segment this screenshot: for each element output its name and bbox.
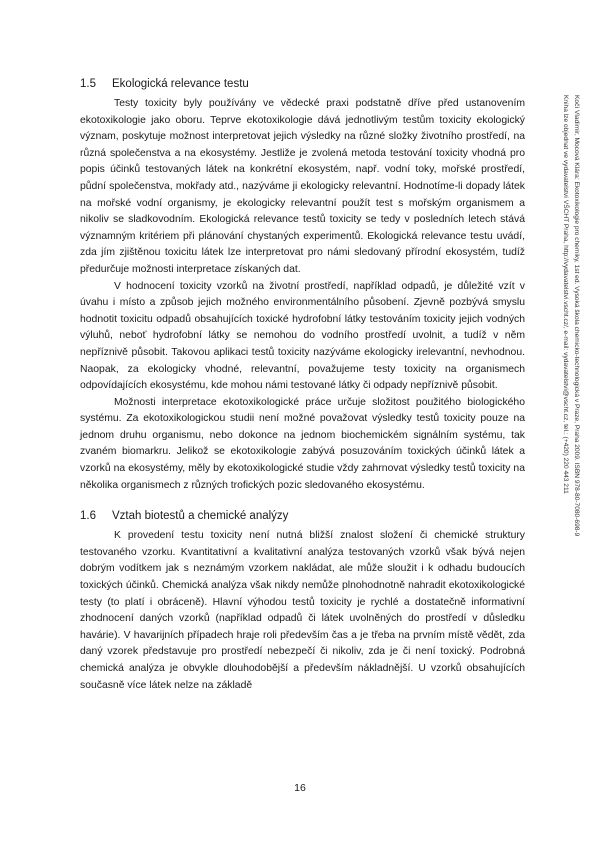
section-heading [80,78,525,90]
section-title: Ekologická relevance testu [112,78,249,90]
copyright-sidebar [560,95,582,595]
paragraph: V hodnocení toxicity vzorků na životní prostředí, například odpadů, je důležité vzít v úvahu i místo a způsob jejich možného environmentálního působení. Zjevně pozbývá smyslu hodnotit toxicitu odpadů obsahujících toxické hydrofobní látky testováním toxicity jejich vodných výluhů, neboť hydrofobní látky se nemohou do vodního prostředí uvolnit, a tudíž v něm nepříznivě působit. Takovou aplikaci testů toxicity nazýváme ekologicky irelevantní, nevhodnou. Naopak, za ekologicky vhodné, relevantní, považujeme testy toxicity na organismech odpovídajících ekosystému, kde mohou námi testované látky či odpady nepříznivě působit. [80,280,525,392]
page-content [80,78,525,694]
section-number: 1.6 [80,510,96,523]
section-title: Vztah biotestů a chemické analýzy [112,510,289,523]
paragraph: Testy toxicity byly používány ve vědecké praxi podstatně dříve před ustanovením ekotoxikologie jako oboru. Teprve ekotoxikologie dává jednotlivým testům toxicity ekologický význam, poskytuje možnost interpretovat jejich výsledky na různé složky životního prostředí, na různá společenstva a na ekosystémy. Jestliže je zvolená metoda testování toxicity vhodná pro popis účinků testovaných látek na konkrétní ekosystém, např. vodní toky, mořské prostředí, půdní společenstva, mokřady atd., nazýváme ji ekologicky relevantní. Hodnotíme-li dopady látek na mořské vodní organismy, je ekologicky relevantní použít test s mořským organismem a nikoliv se sladkovodním. Ekologická relevance testů toxicity se tedy v posledních letech stává významným kritériem při plánování chystaných experimentů. Ekologická relevance testu uvádí, zda jím zjištěnou toxicitu látek lze interpretovat pro námi sledovaný přírodní ekosystém, tudíž předurčuje možnosti interpretace získaných dat. [80,98,525,275]
section-heading [80,510,525,522]
order-info-line: Kniha lze objednat ve vydavatelství VŠCHT Praha, http://vydavatelstvi.vscht.cz/, e-mail: vydavatelstvi@vscht.cz, tel.: (+420) 220 443 211 [562,95,569,494]
paragraph: Možnosti interpretace ekotoxikologické práce určuje složitost použitého biologického systému. Za ekotoxikologickou studii není možné považovat výsledky testů toxicity pouze na jednom druhu organismu, nebo dokonce na jednom biochemickém signálním systému, tak zvaném biomarkru. Jelikož se ekotoxikologie zabývá posuzováním toxických účinků látek a vzorků na ekosystémy, měly by ekotoxikologické studie vždy zahrnovat výsledky testů toxicity na několika organismech z různých trofických pozic sledovaného ekosystému. [80,396,525,491]
citation-line: Kočí Vladimír, Mocová Klára: Ekotoxikologie pro chemiky, 1st ed. Vysoká škola chemicko-technologická v Praze, Praha 2009. ISBN 978-80-7080-698-9 [573,95,580,537]
paragraph: K provedení testu toxicity není nutná bližší znalost složení či chemické struktury testovaného vzorku. Kvantitativní a kvalitativní analýza testovaných vzorků však bývá nejen dobrým vodítkem jak s neznámým vzorkem nakládat, ale může sloužit i k odhadu budoucích toxických účinků. Chemická analýza však nikdy nemůže plnohodnotně nahradit ekotoxikologické testy (to platí i obráceně). Hlavní výhodou testů toxicity je rychlé a dostatečně informativní zhodnocení daných vzorků (například odpadů či látek uvolněných do prostředí v důsledku havárie). V havarijních případech hraje roli především čas a je třeba na prvním místě vědět, zda daný vzorek představuje pro prostředí nebezpečí či nikoliv, zda je či není toxický. Podrobná chemická analýza je obvykle dlouhodobější a především nákladnější. U vzorků obsahujících současně více látek nelze na základě [80,530,525,691]
section-number: 1.5 [80,78,96,90]
page-number: 16 [294,782,306,794]
